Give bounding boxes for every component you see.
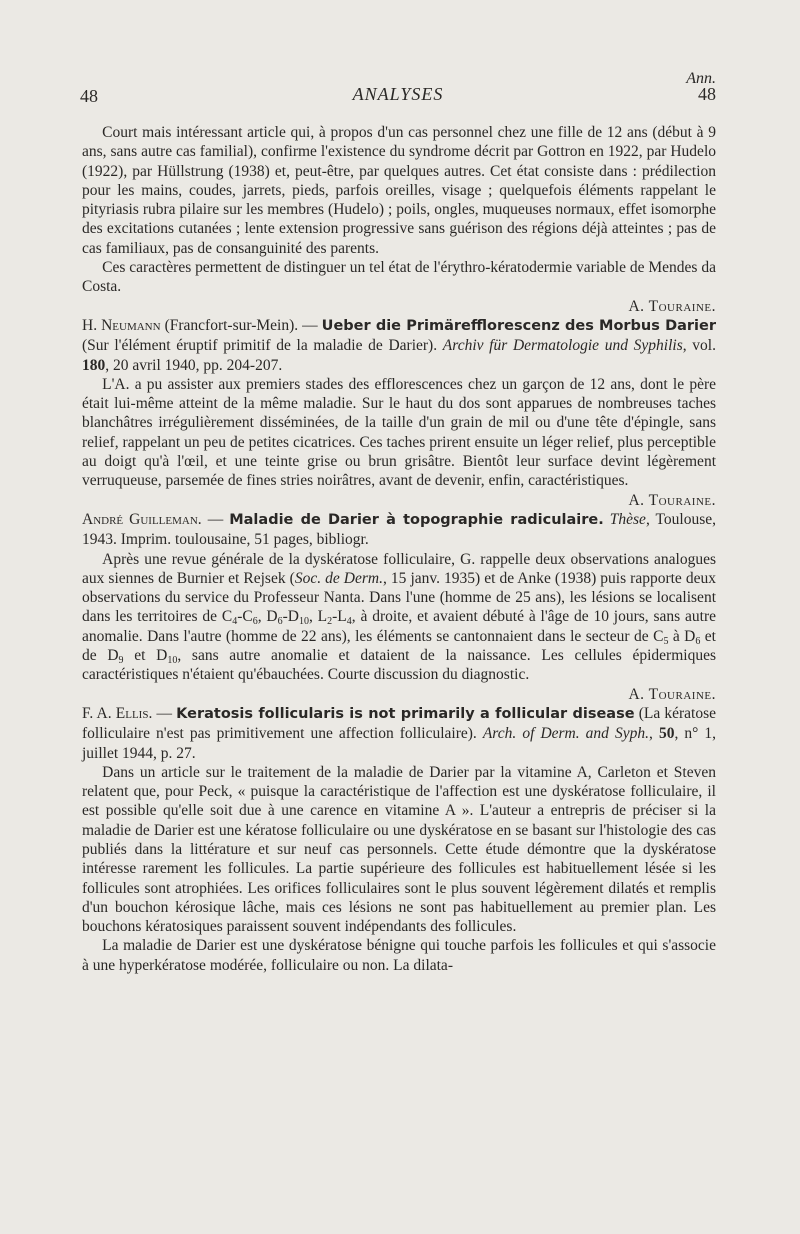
article3-title: Maladie de Darier à topographie radiculaire. (229, 511, 604, 528)
article4-title: Keratosis follicularis is not primarily a follicular disease (176, 705, 635, 722)
article2-volume: 180 (82, 356, 106, 374)
subscript: 6 (252, 616, 258, 628)
article3-dash-d: -D (282, 608, 299, 626)
article4-reference (82, 704, 716, 763)
article3-dash: . — (197, 510, 230, 528)
article3-journal: Soc. de Derm. (294, 569, 383, 587)
article4-volume: 50 (658, 725, 675, 743)
subscript: 10 (167, 655, 178, 667)
subscript: 4 (232, 616, 238, 628)
article4-author: F. A. Ellis (82, 704, 149, 722)
subscript: 2 (327, 616, 333, 628)
article2-vol-prefix: , vol. (682, 337, 716, 355)
article1-paragraph2: Ces caractères permettent de distinguer un tel état de l'érythro-kératodermie variable de Mendes da Costa. (82, 259, 716, 296)
subscript: 5 (663, 635, 669, 647)
article2-affiliation: (Francfort-sur-Mein). — (160, 316, 322, 334)
subscript: 4 (346, 616, 352, 628)
page-number-right: 48 (698, 84, 716, 104)
article4-journal: Arch. of Derm. and Syph. (482, 725, 649, 743)
article4-paragraph1: Dans un article sur le traitement de la maladie de Darier par la vitamine A, Carleton et Steven relatent que, pour Peck, « puisque la caractéristique de l'affection est une dyskératose folliculaire, il est possible qu'elle soit due à une carence en vitamine A ». L'auteur a entrepris de préciser si la maladie de Darier est une kératose folliculaire ou une dyskératose en se basant sur l'histologie des cas publiés dans la littérature et sur neuf cas personnels. Cette étude démontre que la dyskératose intéresse rarement les follicules. La partie supérieure des follicules est habituellement lésée si les follicules sont atrophiées. Les orifices folliculaires sont le plus souvent légèrement dilatés et remplis d'un bouchon kérosique lâche, mais ces lésions ne sont pas habituellement au premier plan. Les bouchons kératosiques paraissent souvent indépendants des follicules. (82, 763, 716, 936)
article3-citation-rest: , Toulouse, 1943. Imprim. toulousaine, 51 pages, bibliogr. (82, 510, 717, 549)
page-number-left: 48 (80, 86, 98, 106)
article2-journal: Archiv für Dermatologie und Syphilis (442, 337, 683, 355)
article2-signature: A. Touraine. (628, 491, 716, 509)
article2-translation: (Sur l'élément éruptif primitif de la maladie de Darier). (82, 337, 443, 355)
article3-text-a: Après une revue générale de la dyskératose folliculaire, G. rappelle deux observations analogues aux siennes de Burnier et Rejsek ( (82, 550, 716, 587)
subscript: 6 (277, 616, 283, 628)
article3-paragraph1 (82, 550, 716, 685)
article3-thesis: Thèse (609, 510, 646, 528)
article3-text-l: , L (308, 608, 328, 626)
article2-citation-rest: , 20 avril 1940, pp. 204-207. (105, 356, 283, 374)
article2-title: Ueber die Primärefflorescenz des Morbus Darier (321, 317, 717, 334)
article3-text-g: et de D (82, 627, 716, 665)
article3-dash-c: -C (237, 608, 253, 626)
subscript: 9 (118, 655, 124, 667)
article4-vol-prefix: , (649, 725, 659, 743)
article3-author: André Guilleman (82, 510, 198, 528)
article1-signature: A. Touraine. (628, 297, 716, 315)
ann-label: Ann. (686, 70, 716, 87)
subscript: 10 (298, 616, 309, 628)
article3-reference (82, 510, 716, 550)
article3-dash-l: -L (332, 608, 347, 626)
article3-text-i: , sans autre anomalie et dataient de la naissance. Les cellules épidermiques caractéristiques n'étaient qu'ébauchées. Courte discussion du diagnostic. (82, 647, 716, 684)
article3-text-h: et D (123, 647, 168, 665)
article3-text-e: , à droite, et avaient débuté à l'âge de 10 jours, sans autre anomalie. Dans l'autre (homme de 22 ans), les éléments se cantonnaient dans le secteur de C (82, 608, 716, 645)
article3-text-f: à D (668, 627, 696, 645)
article2-author: H. Neumann (82, 316, 161, 334)
article3-signature: A. Touraine. (628, 685, 716, 703)
article4-citation-rest: , n° 1, juillet 1944, p. 27. (82, 725, 717, 762)
article4-translation: (La kératose folliculaire n'est pas primitivement une affection folliculaire). (82, 704, 717, 743)
subscript: 6 (695, 635, 701, 647)
article1-paragraph1: Court mais intéressant article qui, à propos d'un cas personnel chez une fille de 12 ans (début à 9 ans, sans autre cas familial), confirme l'existence du syndrome décrit par Gottron en 1922, par Hudelo (1922), par Hüllstrung (1938) et, peut-être, par quelques autres. Cet état consiste dans : prédilection pour les mains, coudes, jarrets, pieds, parfois oreilles, visage ; quelquefois éléments rappelant le pityriasis rubra pilaire sur les membres (Hudelo) ; poils, ongles, muqueuses normaux, effet isomorphe des excitations cutanées ; lente extension progressive sans guérison des régions déjà atteintes ; pas de cas familiaux, pas de consanguinité des parents. (82, 124, 716, 257)
article3-text-b: , 15 janv. 1935) et de Anke (1938) puis rapporte deux observations du service du Professeur Nanta. Dans l'une (homme de 25 ans), les lésions se localisent dans les territoires de C (82, 569, 716, 626)
page-body (82, 123, 716, 975)
article2-reference (82, 316, 716, 375)
article3-text-d: , D (257, 608, 278, 626)
article4-dash: . — (148, 704, 177, 722)
page-header (80, 70, 716, 106)
article4-paragraph2: La maladie de Darier est une dyskératose bénigne qui touche parfois les follicules et qui s'associe à une hyperkératose modérée, folliculaire ou non. La dilata- (82, 937, 716, 974)
article2-paragraph1: L'A. a pu assister aux premiers stades des efflorescences chez un garçon de 12 ans, dont le père était lui-même atteint de la même maladie. Sur le haut du dos sont apparues de nombreuses taches blanchâtres irrégulièrement disséminées, de la taille d'un grain de mil ou d'une tête d'épingle, sans relief, rappelant un peu de petites cicatrices. Ces taches prirent ensuite un léger relief, plus perceptible au doigt qu'à l'œil, et une teinte grise ou brun grisâtre. Bientôt leur surface devint légèrement verruqueuse, parsemée de fines stries noirâtres, avant de devenir, enfin, caractéristiques. (82, 375, 716, 490)
running-title: ANALYSES (352, 84, 444, 104)
